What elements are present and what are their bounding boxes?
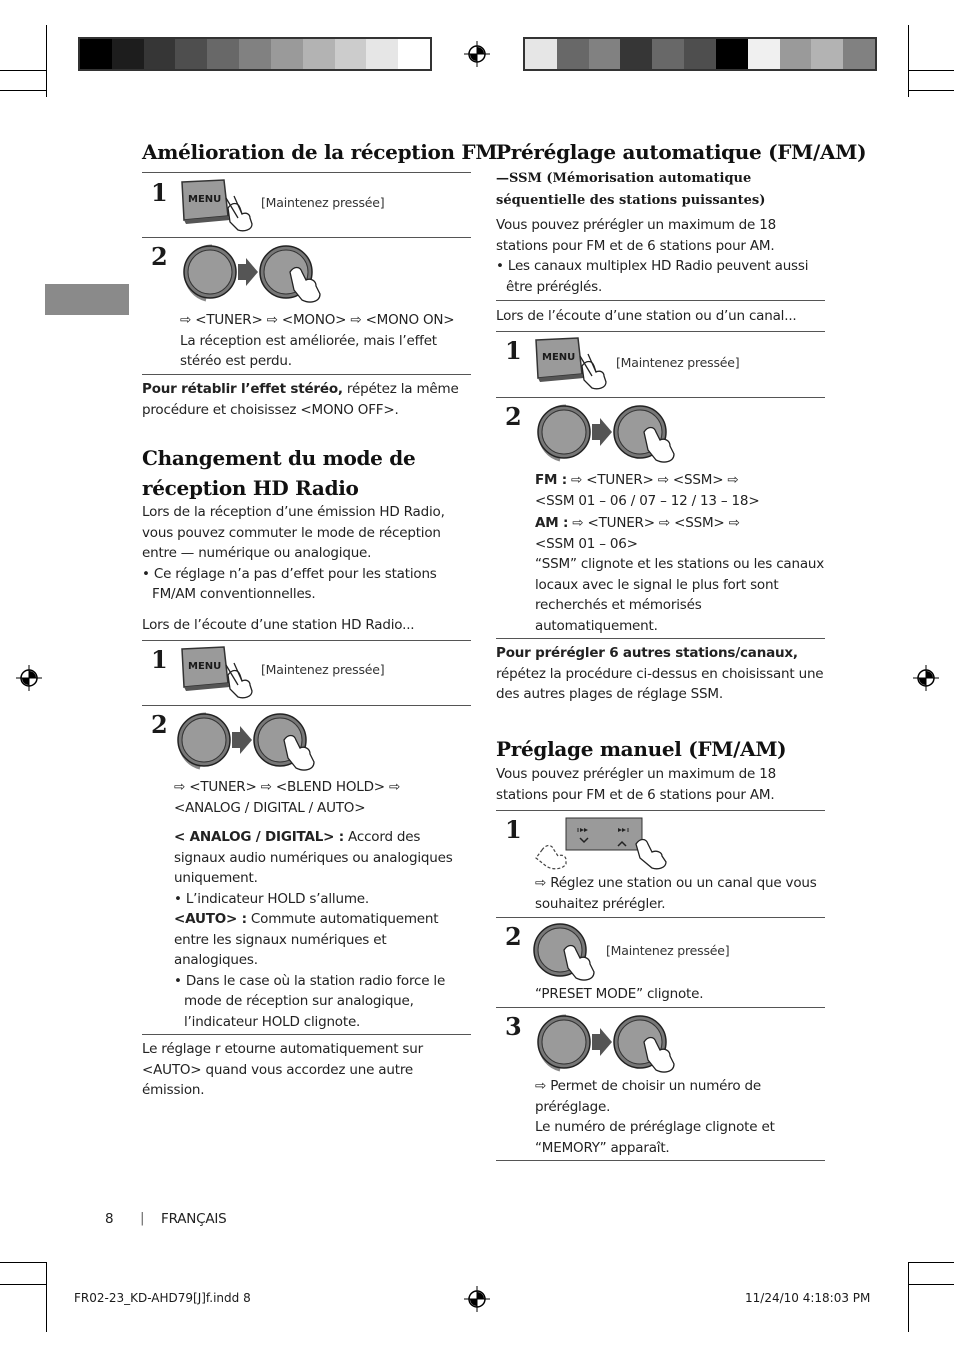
- dash: —: [496, 171, 509, 186]
- section-title-hd-line2: réception HD Radio: [142, 476, 359, 500]
- crop-mark: [908, 25, 909, 97]
- step-number: 1: [151, 178, 168, 207]
- ssm-subtitle: [496, 168, 751, 190]
- step-number: 1: [505, 815, 522, 844]
- color-swatch: [557, 39, 589, 69]
- crop-mark: [0, 70, 46, 71]
- menu-path: ⇨ <TUNER> ⇨ <BLEND HOLD> ⇨: [174, 779, 401, 795]
- more-bold: Pour prérégler 6 autres stations/canaux,: [496, 645, 798, 661]
- color-swatch: [843, 39, 875, 69]
- footer-note: Le réglage r etourne automatiquement sur <AUTO> quand vous accordez une autre émission.: [142, 1041, 423, 1098]
- color-swatch: [366, 39, 398, 69]
- analog-bullet: • L’indicateur HOLD s’allume.: [174, 890, 369, 907]
- color-swatch-bar-left: [78, 37, 432, 71]
- divider: [496, 397, 825, 398]
- divider: [142, 1034, 471, 1035]
- subtitle-line1: SSM (Mémorisation automatique: [509, 171, 752, 186]
- hold-note: [Maintenez pressée]: [606, 943, 730, 958]
- crop-mark: [46, 25, 47, 97]
- menu-label: MENU: [542, 352, 576, 363]
- menu-label: MENU: [188, 661, 222, 672]
- color-swatch: [207, 39, 239, 69]
- menu-button-icon: [180, 645, 260, 699]
- divider: [142, 374, 471, 375]
- fm-path: ⇨ <TUNER> ⇨ <SSM> ⇨: [566, 472, 739, 488]
- hold-note: [Maintenez pressée]: [261, 662, 385, 677]
- auto-intro: Vous pouvez prérégler un maximum de 18 stations pour FM et de 6 stations pour AM.: [496, 217, 777, 254]
- auto-bold: <AUTO> :: [174, 911, 247, 927]
- auto-text: Commute automatiquement entre les signaux numériques et analogiques.: [174, 911, 439, 968]
- color-swatch: [398, 39, 430, 69]
- auto-listening: Lors de l’écoute d’une station ou d’un canal...: [496, 308, 797, 324]
- crop-mark: [46, 1262, 47, 1332]
- analog-text: Accord des signaux audio numériques ou analogiques uniquement.: [174, 829, 453, 886]
- result-text: La réception est améliorée, mais l’effet stéréo est perdu.: [180, 332, 437, 369]
- divider: [142, 705, 471, 706]
- language-label: FRANÇAIS: [161, 1211, 227, 1227]
- step1-text: ⇨ Réglez une station ou un canal que vous souhaitez prérégler.: [535, 875, 817, 912]
- color-swatch: [335, 39, 367, 69]
- color-swatch: [239, 39, 271, 69]
- restore-text: répétez la même procédure et choisissez <MONO OFF>.: [142, 381, 459, 418]
- color-swatch: [589, 39, 621, 69]
- am-path: ⇨ <TUNER> ⇨ <SSM> ⇨: [568, 515, 740, 531]
- registration-mark-icon: [464, 1286, 490, 1312]
- color-swatch: [748, 39, 780, 69]
- step-number: 2: [151, 710, 168, 739]
- section-title-manual: Préglage manuel (FM/AM): [496, 737, 787, 761]
- divider: [496, 300, 825, 301]
- step3-text: ⇨ Permet de choisir un numéro de préréglage.: [535, 1078, 761, 1115]
- menu-label: MENU: [188, 194, 222, 205]
- hold-note: [Maintenez pressée]: [616, 355, 740, 370]
- hd-intro: Lors de la réception d’une émission HD Radio, vous pouvez commuter le mode de réception entre — numérique ou analogique.: [142, 504, 445, 561]
- seek-buttons-icon: [532, 816, 677, 870]
- step-number: 3: [505, 1012, 522, 1041]
- divider: [142, 237, 471, 238]
- restore-paragraph: [142, 379, 472, 420]
- divider: [496, 331, 825, 332]
- color-swatch: [780, 39, 812, 69]
- step-number: 1: [151, 645, 168, 674]
- more-text: répétez la procédure ci-dessus en choisissant une des autres plages de réglage SSM.: [496, 665, 824, 702]
- fm-path-line2: <SSM 01 – 06 / 07 – 12 / 13 – 18>: [535, 492, 760, 509]
- control-dial-turn-press-icon: [532, 1012, 687, 1074]
- page-number: 8: [105, 1211, 114, 1227]
- section-title-fm: Amélioration de la réception FM: [142, 140, 498, 164]
- ssm-text: “SSM” clignote et les stations ou les canaux locaux avec le signal le plus fort sont recherchés et mémorisés automatiquement.: [535, 556, 825, 634]
- analog-paragraph: [174, 827, 470, 889]
- section-title-auto: Préréglage automatique (FM/AM): [496, 140, 867, 164]
- ssm-subtitle-line2: séquentielle des stations puissantes): [496, 193, 766, 208]
- crop-mark: [0, 90, 46, 91]
- menu-path: ⇨ <TUNER> ⇨ <MONO> ⇨ <MONO ON>: [180, 312, 455, 328]
- auto-bullet: • Les canaux multiplex HD Radio peuvent aussi être préréglés.: [496, 258, 809, 295]
- manual-intro: Vous pouvez prérégler un maximum de 18 stations pour FM et de 6 stations pour AM.: [496, 766, 777, 803]
- control-dial-turn-press-icon: [532, 402, 687, 464]
- color-swatch: [80, 39, 112, 69]
- menu-button-icon: [534, 336, 614, 390]
- registration-mark-icon: [464, 41, 490, 67]
- color-swatch: [112, 39, 144, 69]
- step-number: 2: [151, 242, 168, 271]
- timestamp: 11/24/10 4:18:03 PM: [745, 1291, 871, 1305]
- color-swatch: [716, 39, 748, 69]
- color-swatch: [271, 39, 303, 69]
- color-swatch: [620, 39, 652, 69]
- analog-bold: < ANALOG / DIGITAL> :: [174, 829, 344, 845]
- am-bold: AM :: [535, 515, 569, 531]
- color-swatch: [144, 39, 176, 69]
- fm-path-line1: [535, 470, 825, 491]
- crop-mark: [909, 1284, 954, 1285]
- step2-text: “PRESET MODE” clignote.: [535, 986, 704, 1002]
- color-swatch: [684, 39, 716, 69]
- divider: [496, 1160, 825, 1161]
- color-swatch: [303, 39, 335, 69]
- crop-mark: [909, 90, 954, 91]
- step-number: 2: [505, 402, 522, 431]
- restore-bold: Pour rétablir l’effet stéréo,: [142, 381, 343, 397]
- separator: |: [140, 1210, 145, 1226]
- color-swatch: [811, 39, 843, 69]
- divider: [496, 917, 825, 918]
- hd-listening: Lors de l’écoute d’une station HD Radio...: [142, 616, 415, 633]
- step3-text2: Le numéro de préréglage clignote et “MEMORY” apparaît.: [535, 1119, 775, 1156]
- divider: [142, 640, 471, 641]
- color-swatch: [175, 39, 207, 69]
- color-swatch-bar-right: [523, 37, 877, 71]
- am-path-line2: <SSM 01 – 06>: [535, 535, 638, 552]
- registration-mark-icon: [913, 665, 939, 691]
- crop-mark: [909, 70, 954, 71]
- divider: [496, 810, 825, 811]
- menu-button-icon: [180, 178, 260, 232]
- auto-bullet: • Dans le case où la station radio force le mode de réception sur analogique, l’indicateur HOLD clignote.: [174, 972, 446, 1030]
- step-number: 2: [505, 922, 522, 951]
- crop-mark: [908, 1262, 909, 1332]
- menu-path: <ANALOG / DIGITAL / AUTO>: [174, 799, 366, 816]
- auto-paragraph: [174, 909, 470, 971]
- crop-mark: [0, 1262, 46, 1263]
- hd-bullet: • Ce réglage n’a pas d’effet pour les stations FM/AM conventionnelles.: [142, 565, 437, 602]
- hold-note: [Maintenez pressée]: [261, 195, 385, 210]
- divider: [142, 172, 471, 173]
- control-dial-turn-press-icon: [172, 710, 327, 772]
- color-swatch: [652, 39, 684, 69]
- color-swatch: [525, 39, 557, 69]
- file-name: FR02-23_KD-AHD79[J]f.indd 8: [74, 1291, 251, 1305]
- crop-mark: [909, 1262, 954, 1263]
- control-dial-press-icon: [532, 920, 612, 982]
- control-dial-turn-press-icon: [178, 242, 333, 304]
- am-path-line1: [535, 513, 825, 534]
- crop-mark: [0, 1284, 46, 1285]
- section-tab-marker: [45, 284, 129, 315]
- divider: [496, 638, 825, 639]
- step-number: 1: [505, 336, 522, 365]
- fm-bold: FM :: [535, 472, 567, 488]
- section-title-hd-line1: Changement du mode de: [142, 446, 416, 470]
- divider: [496, 1007, 825, 1008]
- registration-mark-icon: [16, 665, 42, 691]
